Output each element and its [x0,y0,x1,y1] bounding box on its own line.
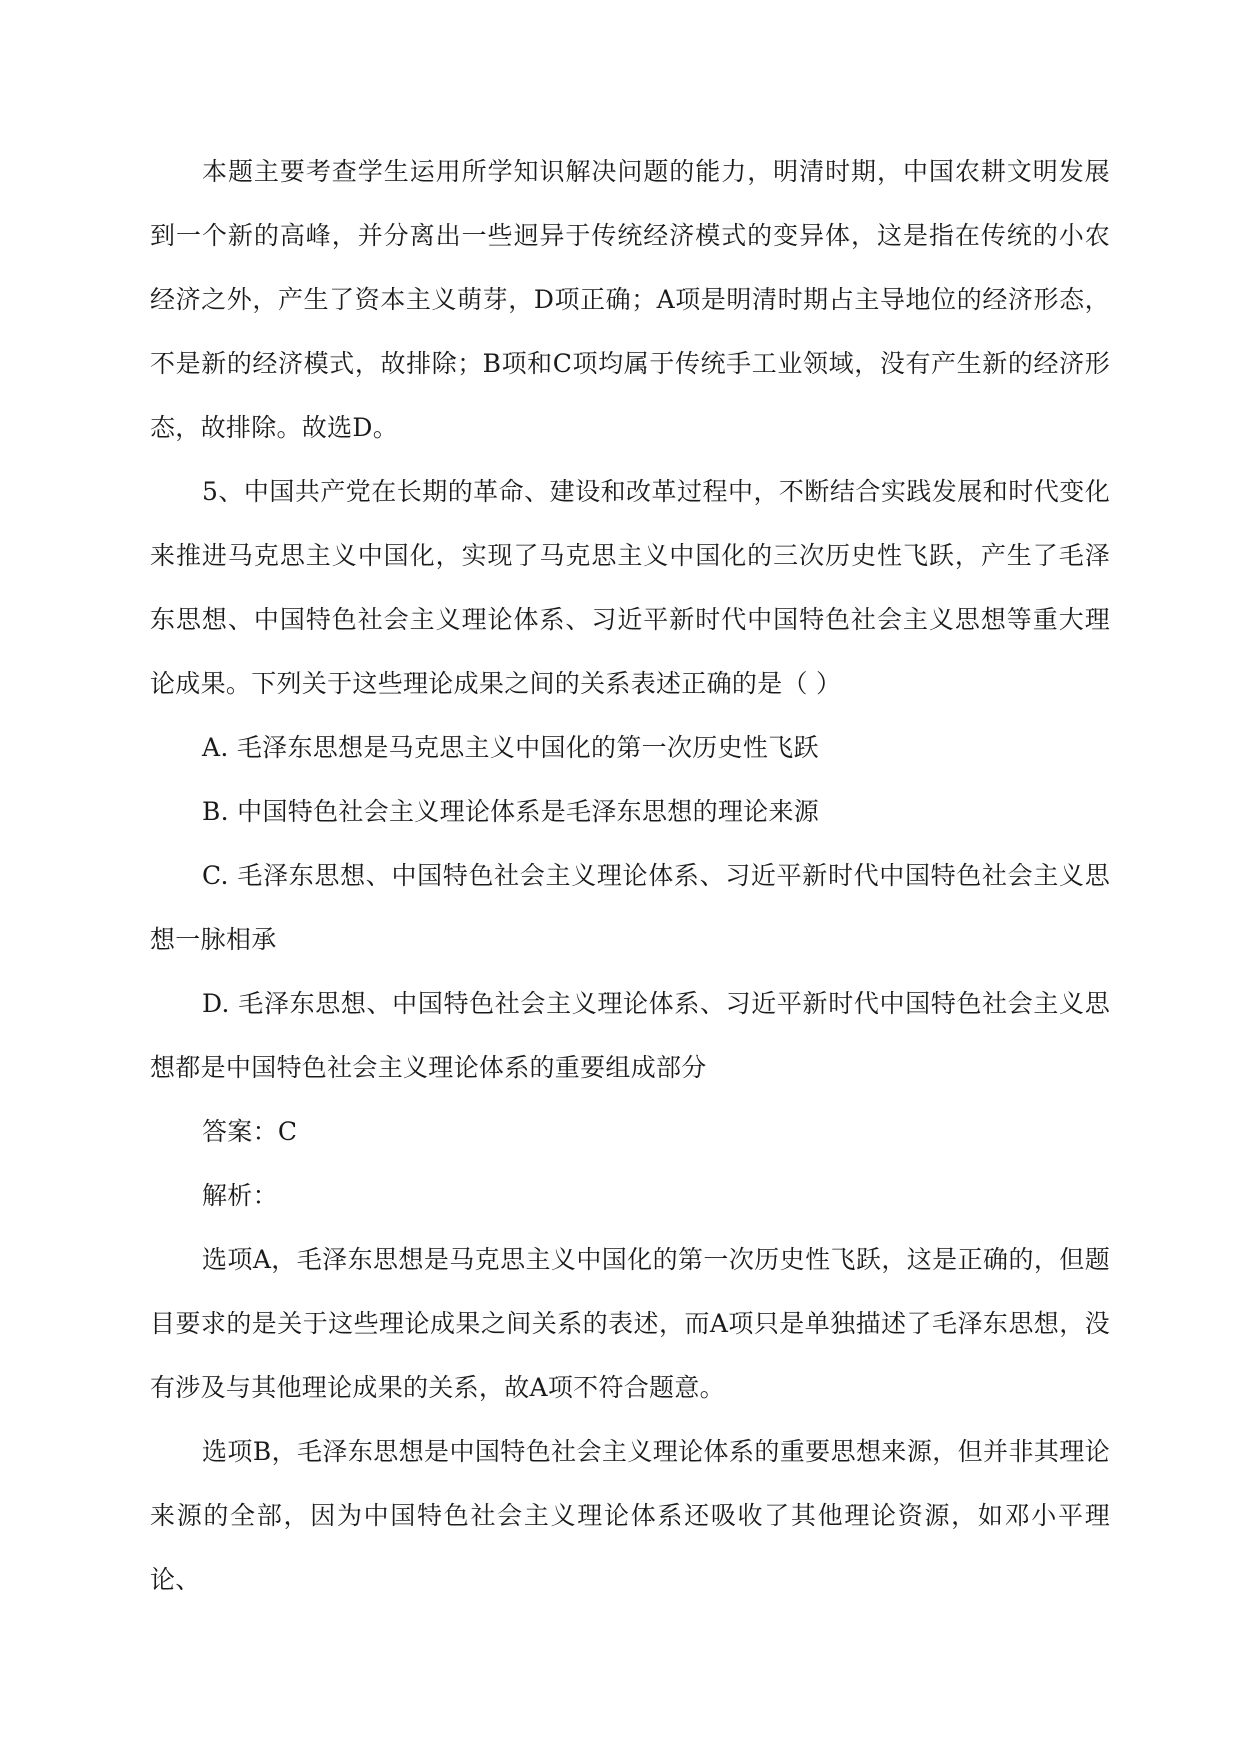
option-d: D. 毛泽东思想、中国特色社会主义理论体系、习近平新时代中国特色社会主义思想都是中国特色社会主义理论体系的重要组成部分 [150,989,1110,1082]
option-c: C. 毛泽东思想、中国特色社会主义理论体系、习近平新时代中国特色社会主义思想一脉相承 [150,861,1110,954]
option-a: A. 毛泽东思想是马克思主义中国化的第一次历史性飞跃 [202,733,819,762]
answer-line: 答案：C [202,1117,298,1146]
analysis-option-a: 选项A，毛泽东思想是马克思主义中国化的第一次历史性飞跃，这是正确的，但题目要求的是关于这些理论成果之间关系的表述，而A项只是单独描述了毛泽东思想，没有涉及与其他理论成果的关系，故A项不符合题意。 [150,1245,1110,1402]
analysis-label: 解析： [202,1181,278,1210]
option-b: B. 中国特色社会主义理论体系是毛泽东思想的理论来源 [202,797,820,826]
document-page [150,140,1110,1612]
question-5-stem: 5、中国共产党在长期的革命、建设和改革过程中，不断结合实践发展和时代变化来推进马克思主义中国化，实现了马克思主义中国化的三次历史性飞跃，产生了毛泽东思想、中国特色社会主义理论体系、习近平新时代中国特色社会主义思想等重大理论成果。下列关于这些理论成果之间的关系表述正确的是（ ） [150,477,1110,698]
explanation-paragraph: 本题主要考查学生运用所学知识解决问题的能力，明清时期，中国农耕文明发展到一个新的高峰，并分离出一些迥异于传统经济模式的变异体，这是指在传统的小农经济之外，产生了资本主义萌芽，D项正确；A项是明清时期占主导地位的经济形态，不是新的经济模式，故排除；B项和C项均属于传统手工业领域，没有产生新的经济形态，故排除。故选D。 [150,157,1110,442]
analysis-option-b: 选项B，毛泽东思想是中国特色社会主义理论体系的重要思想来源，但并非其理论来源的全部，因为中国特色社会主义理论体系还吸收了其他理论资源，如邓小平理论、 [150,1437,1110,1594]
